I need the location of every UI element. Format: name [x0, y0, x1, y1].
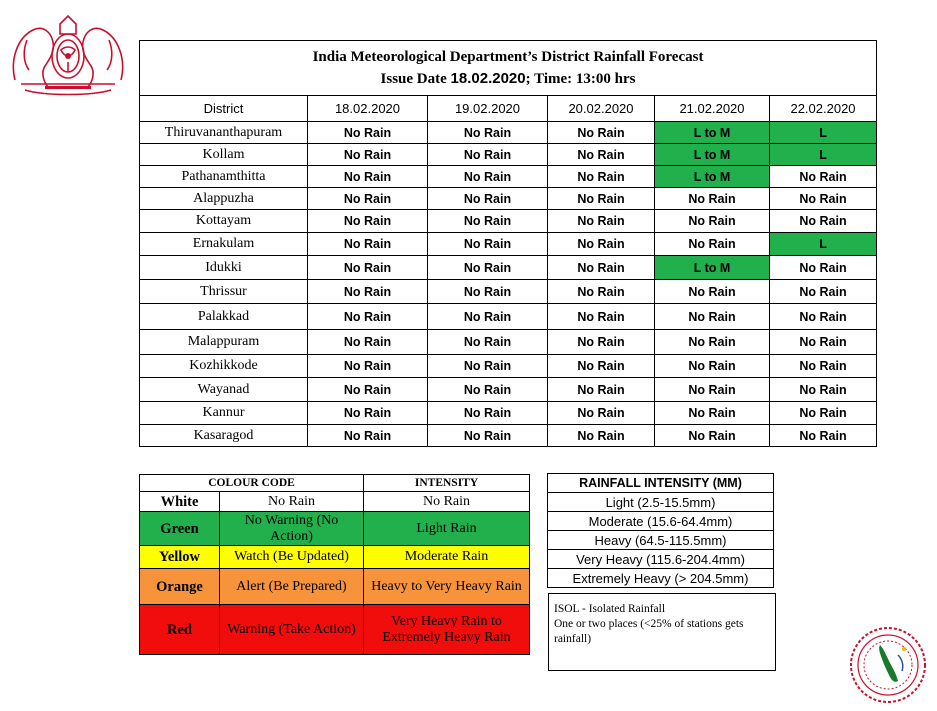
district-row: [140, 304, 877, 330]
forecast-cell: No Rain: [770, 166, 877, 188]
forecast-cell: No Rain: [548, 402, 655, 425]
district-row: [140, 233, 877, 256]
colour-row-green: [140, 512, 530, 546]
district-name: Kollam: [140, 144, 308, 166]
district-name: Idukki: [140, 256, 308, 280]
colour-action: Watch (Be Updated): [220, 546, 364, 569]
colour-action: No Rain: [220, 492, 364, 512]
intensity-item: Light (2.5-15.5mm): [548, 493, 774, 512]
forecast-cell: No Rain: [308, 210, 428, 233]
forecast-cell: L: [770, 122, 877, 144]
forecast-cell: No Rain: [308, 122, 428, 144]
issue-line: [140, 68, 876, 90]
forecast-cell: No Rain: [428, 210, 548, 233]
forecast-cell: No Rain: [655, 210, 770, 233]
forecast-cell: No Rain: [548, 304, 655, 330]
district-name: Kannur: [140, 402, 308, 425]
district-name: Wayanad: [140, 378, 308, 402]
colour-action: No Warning (No Action): [220, 512, 364, 546]
district-name: Malappuram: [140, 330, 308, 355]
forecast-cell: No Rain: [548, 188, 655, 210]
colour-intensity: Very Heavy Rain to Extremely Heavy Rain: [364, 605, 530, 655]
forecast-cell: No Rain: [308, 355, 428, 378]
district-name: Thiruvananthapuram: [140, 122, 308, 144]
date-header: 20.02.2020: [548, 96, 655, 122]
colour-name: Red: [140, 605, 220, 655]
colour-intensity: Heavy to Very Heavy Rain: [364, 569, 530, 605]
district-name: Pathanamthitta: [140, 166, 308, 188]
district-row: [140, 425, 877, 447]
rainfall-intensity-table: [547, 473, 774, 588]
district-row: [140, 144, 877, 166]
colour-name: Yellow: [140, 546, 220, 569]
district-row: [140, 378, 877, 402]
forecast-cell: No Rain: [428, 378, 548, 402]
colour-row-white: [140, 492, 530, 512]
isol-note-box: [548, 593, 776, 671]
forecast-cell: L to M: [655, 122, 770, 144]
rainfall-intensity-title: RAINFALL INTENSITY (MM): [548, 474, 774, 493]
forecast-cell: No Rain: [770, 256, 877, 280]
forecast-cell: No Rain: [428, 233, 548, 256]
intensity-item: Moderate (15.6-64.4mm): [548, 512, 774, 531]
forecast-cell: No Rain: [428, 402, 548, 425]
forecast-cell: No Rain: [548, 144, 655, 166]
forecast-cell: No Rain: [770, 378, 877, 402]
date-header: 21.02.2020: [655, 96, 770, 122]
district-row: [140, 402, 877, 425]
colour-row-orange: [140, 569, 530, 605]
forecast-cell: No Rain: [428, 144, 548, 166]
district-row: [140, 188, 877, 210]
colour-name: White: [140, 492, 220, 512]
isol-description: One or two places (<25% of stations gets rainfall): [554, 618, 744, 645]
forecast-cell: No Rain: [548, 425, 655, 447]
colour-code-header: COLOUR CODE: [140, 475, 364, 492]
forecast-cell: No Rain: [308, 144, 428, 166]
forecast-cell: L to M: [655, 256, 770, 280]
district-name: Palakkad: [140, 304, 308, 330]
kerala-emblem-logo: [5, 10, 131, 98]
district-row: [140, 256, 877, 280]
colour-action: Alert (Be Prepared): [220, 569, 364, 605]
forecast-cell: No Rain: [308, 280, 428, 304]
forecast-cell: L: [770, 233, 877, 256]
district-row: [140, 355, 877, 378]
date-header-row: [140, 96, 877, 122]
district-name: Kozhikkode: [140, 355, 308, 378]
intensity-item: Very Heavy (115.6-204.4mm): [548, 550, 774, 569]
isol-definition: ISOL - Isolated Rainfall: [554, 603, 666, 615]
forecast-cell: No Rain: [308, 188, 428, 210]
forecast-cell: No Rain: [655, 355, 770, 378]
forecast-cell: No Rain: [655, 233, 770, 256]
forecast-cell: L to M: [655, 144, 770, 166]
district-name: Thrissur: [140, 280, 308, 304]
colour-intensity: No Rain: [364, 492, 530, 512]
issue-time: ; Time: 13:00 hrs: [525, 71, 636, 87]
forecast-cell: No Rain: [655, 304, 770, 330]
forecast-cell: No Rain: [308, 304, 428, 330]
district-row: [140, 330, 877, 355]
forecast-cell: No Rain: [308, 256, 428, 280]
forecast-cell: No Rain: [655, 425, 770, 447]
district-row: [140, 166, 877, 188]
forecast-cell: No Rain: [428, 188, 548, 210]
colour-name: Orange: [140, 569, 220, 605]
forecast-cell: No Rain: [548, 166, 655, 188]
colour-row-yellow: [140, 546, 530, 569]
district-row: [140, 122, 877, 144]
forecast-title-cell: [140, 41, 877, 96]
date-header: 22.02.2020: [770, 96, 877, 122]
forecast-cell: No Rain: [770, 188, 877, 210]
forecast-cell: No Rain: [428, 122, 548, 144]
district-row: [140, 210, 877, 233]
forecast-cell: No Rain: [308, 425, 428, 447]
district-name: Kottayam: [140, 210, 308, 233]
forecast-cell: No Rain: [770, 210, 877, 233]
intensity-item: Extremely Heavy (> 204.5mm): [548, 569, 774, 588]
forecast-cell: L to M: [655, 166, 770, 188]
imd-kerala-map-logo: [846, 625, 930, 705]
colour-action: Warning (Take Action): [220, 605, 364, 655]
district-name: Ernakulam: [140, 233, 308, 256]
forecast-cell: No Rain: [308, 166, 428, 188]
forecast-cell: No Rain: [770, 280, 877, 304]
date-header: 19.02.2020: [428, 96, 548, 122]
forecast-cell: No Rain: [770, 355, 877, 378]
forecast-cell: No Rain: [428, 280, 548, 304]
forecast-cell: No Rain: [428, 256, 548, 280]
forecast-cell: No Rain: [428, 304, 548, 330]
forecast-cell: No Rain: [548, 355, 655, 378]
forecast-cell: No Rain: [655, 378, 770, 402]
forecast-cell: No Rain: [770, 304, 877, 330]
colour-intensity: Moderate Rain: [364, 546, 530, 569]
forecast-cell: No Rain: [548, 233, 655, 256]
district-name: Alappuzha: [140, 188, 308, 210]
forecast-cell: No Rain: [548, 122, 655, 144]
forecast-cell: No Rain: [770, 425, 877, 447]
date-header: 18.02.2020: [308, 96, 428, 122]
forecast-cell: No Rain: [428, 355, 548, 378]
district-rainfall-forecast-table: [139, 40, 877, 447]
intensity-item: Heavy (64.5-115.5mm): [548, 531, 774, 550]
forecast-cell: No Rain: [655, 280, 770, 304]
forecast-cell: No Rain: [548, 378, 655, 402]
forecast-cell: No Rain: [428, 425, 548, 447]
issue-date: 18.02.2020: [450, 70, 526, 87]
colour-name: Green: [140, 512, 220, 546]
forecast-cell: No Rain: [308, 233, 428, 256]
forecast-cell: No Rain: [308, 378, 428, 402]
forecast-cell: No Rain: [655, 402, 770, 425]
forecast-title: India Meteorological Department’s District Rainfall Forecast: [312, 49, 704, 65]
district-column-header: District: [140, 96, 308, 122]
forecast-cell: No Rain: [770, 330, 877, 355]
forecast-cell: L: [770, 144, 877, 166]
forecast-cell: No Rain: [548, 330, 655, 355]
issue-label: Issue Date: [380, 71, 447, 87]
colour-intensity: Light Rain: [364, 512, 530, 546]
forecast-cell: No Rain: [308, 330, 428, 355]
forecast-cell: No Rain: [770, 402, 877, 425]
colour-row-red: [140, 605, 530, 655]
forecast-cell: No Rain: [548, 280, 655, 304]
forecast-cell: No Rain: [428, 330, 548, 355]
forecast-cell: No Rain: [655, 188, 770, 210]
forecast-cell: No Rain: [655, 330, 770, 355]
forecast-cell: No Rain: [308, 402, 428, 425]
intensity-header: INTENSITY: [364, 475, 530, 492]
forecast-cell: No Rain: [548, 256, 655, 280]
district-row: [140, 280, 877, 304]
colour-code-table: [139, 474, 530, 655]
forecast-cell: No Rain: [548, 210, 655, 233]
district-name: Kasaragod: [140, 425, 308, 447]
forecast-cell: No Rain: [428, 166, 548, 188]
